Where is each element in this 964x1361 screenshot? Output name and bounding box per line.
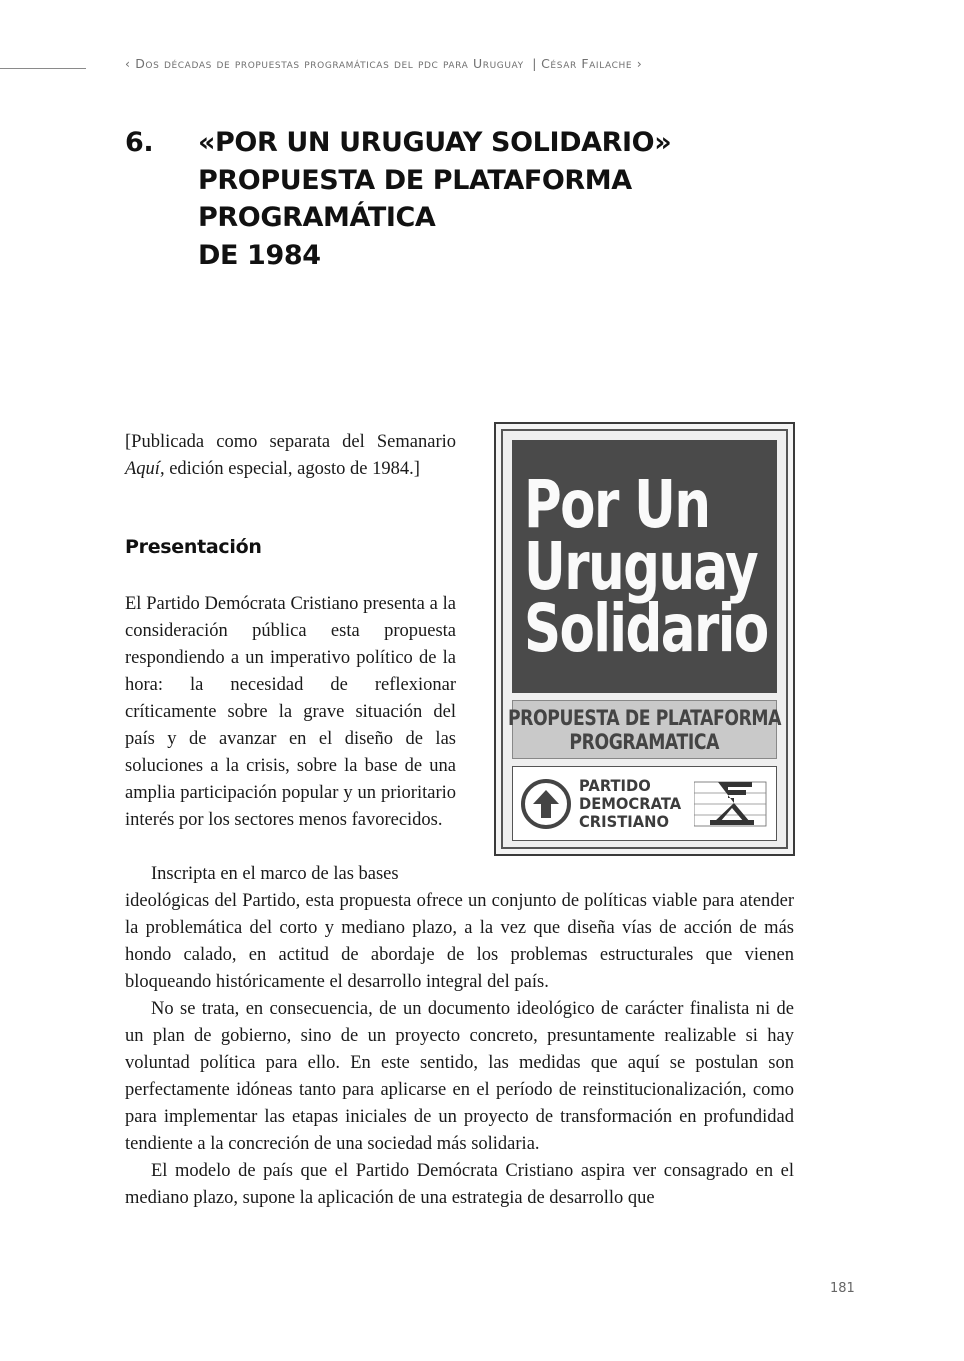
header-separator: | (532, 56, 538, 71)
chapter-title (125, 124, 671, 274)
cover-party-block (512, 766, 777, 841)
chapter-number: 6. (125, 127, 154, 158)
paragraph-2-first-line: Inscripta en el marco de las bases (151, 864, 399, 884)
cover-inner-frame (501, 429, 788, 849)
cover-title-block (512, 440, 777, 693)
pdc-emblem-icon (694, 776, 768, 832)
running-header (125, 56, 885, 71)
up-arrow-circle-icon (521, 779, 571, 829)
header-rule (0, 68, 86, 69)
party-name: PARTIDO DEMOCRATA CRISTIANO (579, 775, 682, 831)
cover-subtitle-line: PROGRAMATICA (569, 729, 720, 754)
chapter-title-line: DE 1984 (198, 239, 321, 271)
cover-title-line: Solidario (524, 589, 768, 667)
magazine-name: Aquí (125, 459, 160, 479)
chapter-title-line: «POR UN URUGUAY SOLIDARIO» (198, 127, 672, 158)
chapter-title-lines (198, 124, 671, 274)
chapter-title-line: PROGRAMÁTICA (198, 202, 436, 233)
cover-subtitle-line: PROPUESTA DE PLATAFORMA (507, 705, 782, 730)
chevron-right-icon: › (636, 56, 643, 71)
paragraph-4: El modelo de país que el Partido Demócrata Cristiano aspira ver consagrado en el mediano plazo, supone la aplicación de una estrategia de desarrollo que (125, 1161, 794, 1208)
book-title: Dos décadas de propuestas programáticas del pdc para Uruguay (135, 56, 524, 71)
paragraph-presentation: El Partido Demócrata Cristiano presenta a la consideración pública esta propuesta respondiendo a un imperativo político de la hora: la necesidad de reflexionar críticamente sobre la grave situación del país y de avanzar en el diseño de las soluciones a la crisis, sobre la base de una amplia participación popular y un prioritario interés por los sectores menos favorecidos. (125, 594, 456, 830)
page-number: 181 (830, 1281, 855, 1296)
cover-subtitle-block (507, 700, 782, 759)
paragraph-3: No se trata, en consecuencia, de un documento ideológico de carácter finalista ni de un plan de gobierno, sino de un proyecto concreto, presuntamente realizable si hay voluntad política para ello. En este sentido, las medidas que aquí se postulan son perfectamente idóneas tanto para aplicarse en el período de reinstitucionalización, como para implementar las etapas iniciales de un proyecto de transformación en profundidad tendiente a la concreción de una sociedad más solidaria. (125, 999, 794, 1154)
paragraph-2-rest: ideológicas del Partido, esta propuesta ofrece un conjunto de políticas viable para atender la problemática del corto y mediano plazo, a la vez que diseña vías de acción de más hondo calado, en actitud de abordaje de los problemas estructurales que vienen bloqueando históricamente el desarrollo integral del país. (125, 891, 794, 992)
cover-image (494, 422, 795, 856)
cover-title-line: Uruguay (524, 527, 758, 605)
chevron-left-icon: ‹ (125, 56, 131, 71)
publication-note: [Publicada como separata del Semanario Aquí, edición especial, agosto de 1984.] (125, 432, 456, 479)
chapter-title-line: PROPUESTA DE PLATAFORMA (198, 164, 632, 196)
cover-title-line: Por Un (524, 465, 710, 543)
section-heading: Presentación (125, 536, 262, 558)
full-width-text (125, 888, 794, 1212)
author-name: César Failache (541, 56, 633, 71)
